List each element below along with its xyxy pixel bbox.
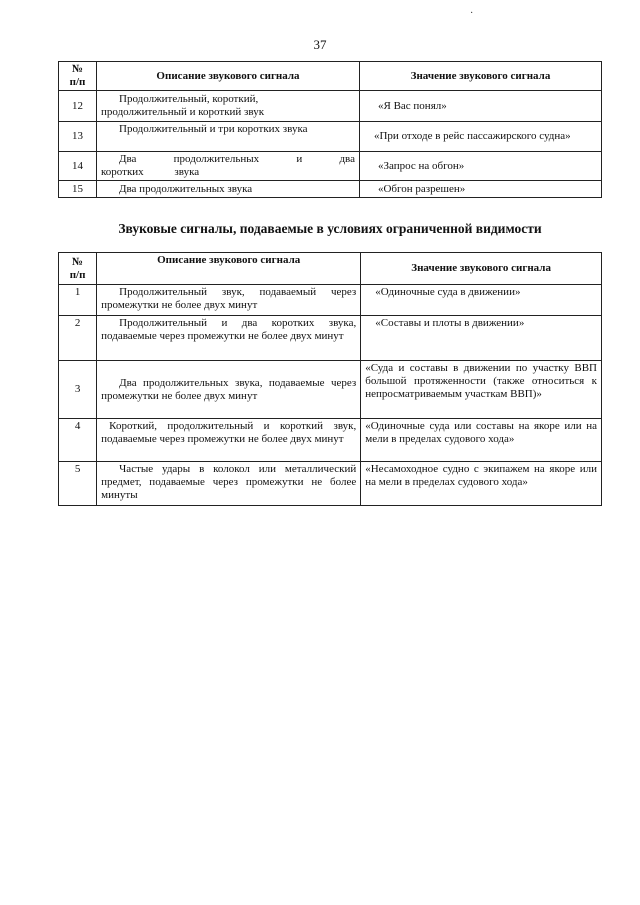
table-header-row [59, 62, 602, 91]
row-num: 13 [59, 122, 97, 152]
row-value: «Несамоходное судно с экипажем на якоре или на мели в пределах судового хода» [361, 462, 602, 506]
header-description: Описание звукового сигнала [97, 62, 360, 91]
row-num: 2 [59, 316, 97, 361]
table-row [59, 316, 602, 361]
row-num: 15 [59, 181, 97, 198]
row-value: «Обгон разрешен» [359, 181, 601, 198]
row-description: Два продолжительных звука [97, 181, 360, 198]
page-number: 37 [313, 37, 327, 52]
header-num: № п/п [59, 253, 97, 285]
header-value: Значение звукового сигнала [361, 253, 602, 285]
table-row [59, 91, 602, 122]
row-value: «Одиночные суда или составы на якоре или на мели в пределах судового хода» [361, 419, 602, 462]
header-description: Описание звукового сигнала [97, 253, 361, 285]
row-description: Продолжительный звук, подаваемый через промежутки не более двух минут [97, 285, 361, 316]
row-value: «При отходе в рейс пассажирского судна» [359, 122, 601, 152]
header-num: № п/п [59, 62, 97, 91]
table-header-row [59, 253, 602, 285]
row-description: Два продолжительных и два коротких звука [97, 152, 360, 181]
section-title: Звуковые сигналы, подаваемые в условиях ограниченной видимости [118, 221, 542, 236]
row-description: Частые удары в колокол или металлический предмет, подаваемые через промежутки не более минуты [97, 462, 361, 506]
row-value: «Я Вас понял» [359, 91, 601, 122]
signals-table-1 [58, 61, 602, 198]
row-value: «Составы и плоты в движении» [361, 316, 602, 361]
table-row [59, 361, 602, 419]
header-value: Значение звукового сигнала [359, 62, 601, 91]
row-description: Два продолжительных звука, подаваемые через промежутки не более двух минут [97, 361, 361, 419]
table-row [59, 462, 602, 506]
table-row [59, 122, 602, 152]
table-row [59, 419, 602, 462]
row-num: 5 [59, 462, 97, 506]
row-num: 3 [59, 361, 97, 419]
row-description: Продолжительный и три коротких звука [97, 122, 360, 152]
row-description: Короткий, продолжительный и короткий звук, подаваемые через промежутки не более двух минут [97, 419, 361, 462]
table-row [59, 152, 602, 181]
row-value: «Суда и составы в движении по участку ВВП большой протяженности (также относиться к непросматриваемым участкам ВВП)» [361, 361, 602, 419]
row-description: Продолжительный, короткий, продолжительный и короткий звук [97, 91, 360, 122]
table-row [59, 181, 602, 198]
row-num: 12 [59, 91, 97, 122]
corner-mark: · [470, 8, 474, 19]
row-num: 4 [59, 419, 97, 462]
row-value: «Запрос на обгон» [359, 152, 601, 181]
row-value: «Одиночные суда в движении» [361, 285, 602, 316]
row-description: Продолжительный и два коротких звука, подаваемые через промежутки не более двух минут [97, 316, 361, 361]
signals-table-2 [58, 252, 602, 506]
table-row [59, 285, 602, 316]
row-num: 14 [59, 152, 97, 181]
row-num: 1 [59, 285, 97, 316]
